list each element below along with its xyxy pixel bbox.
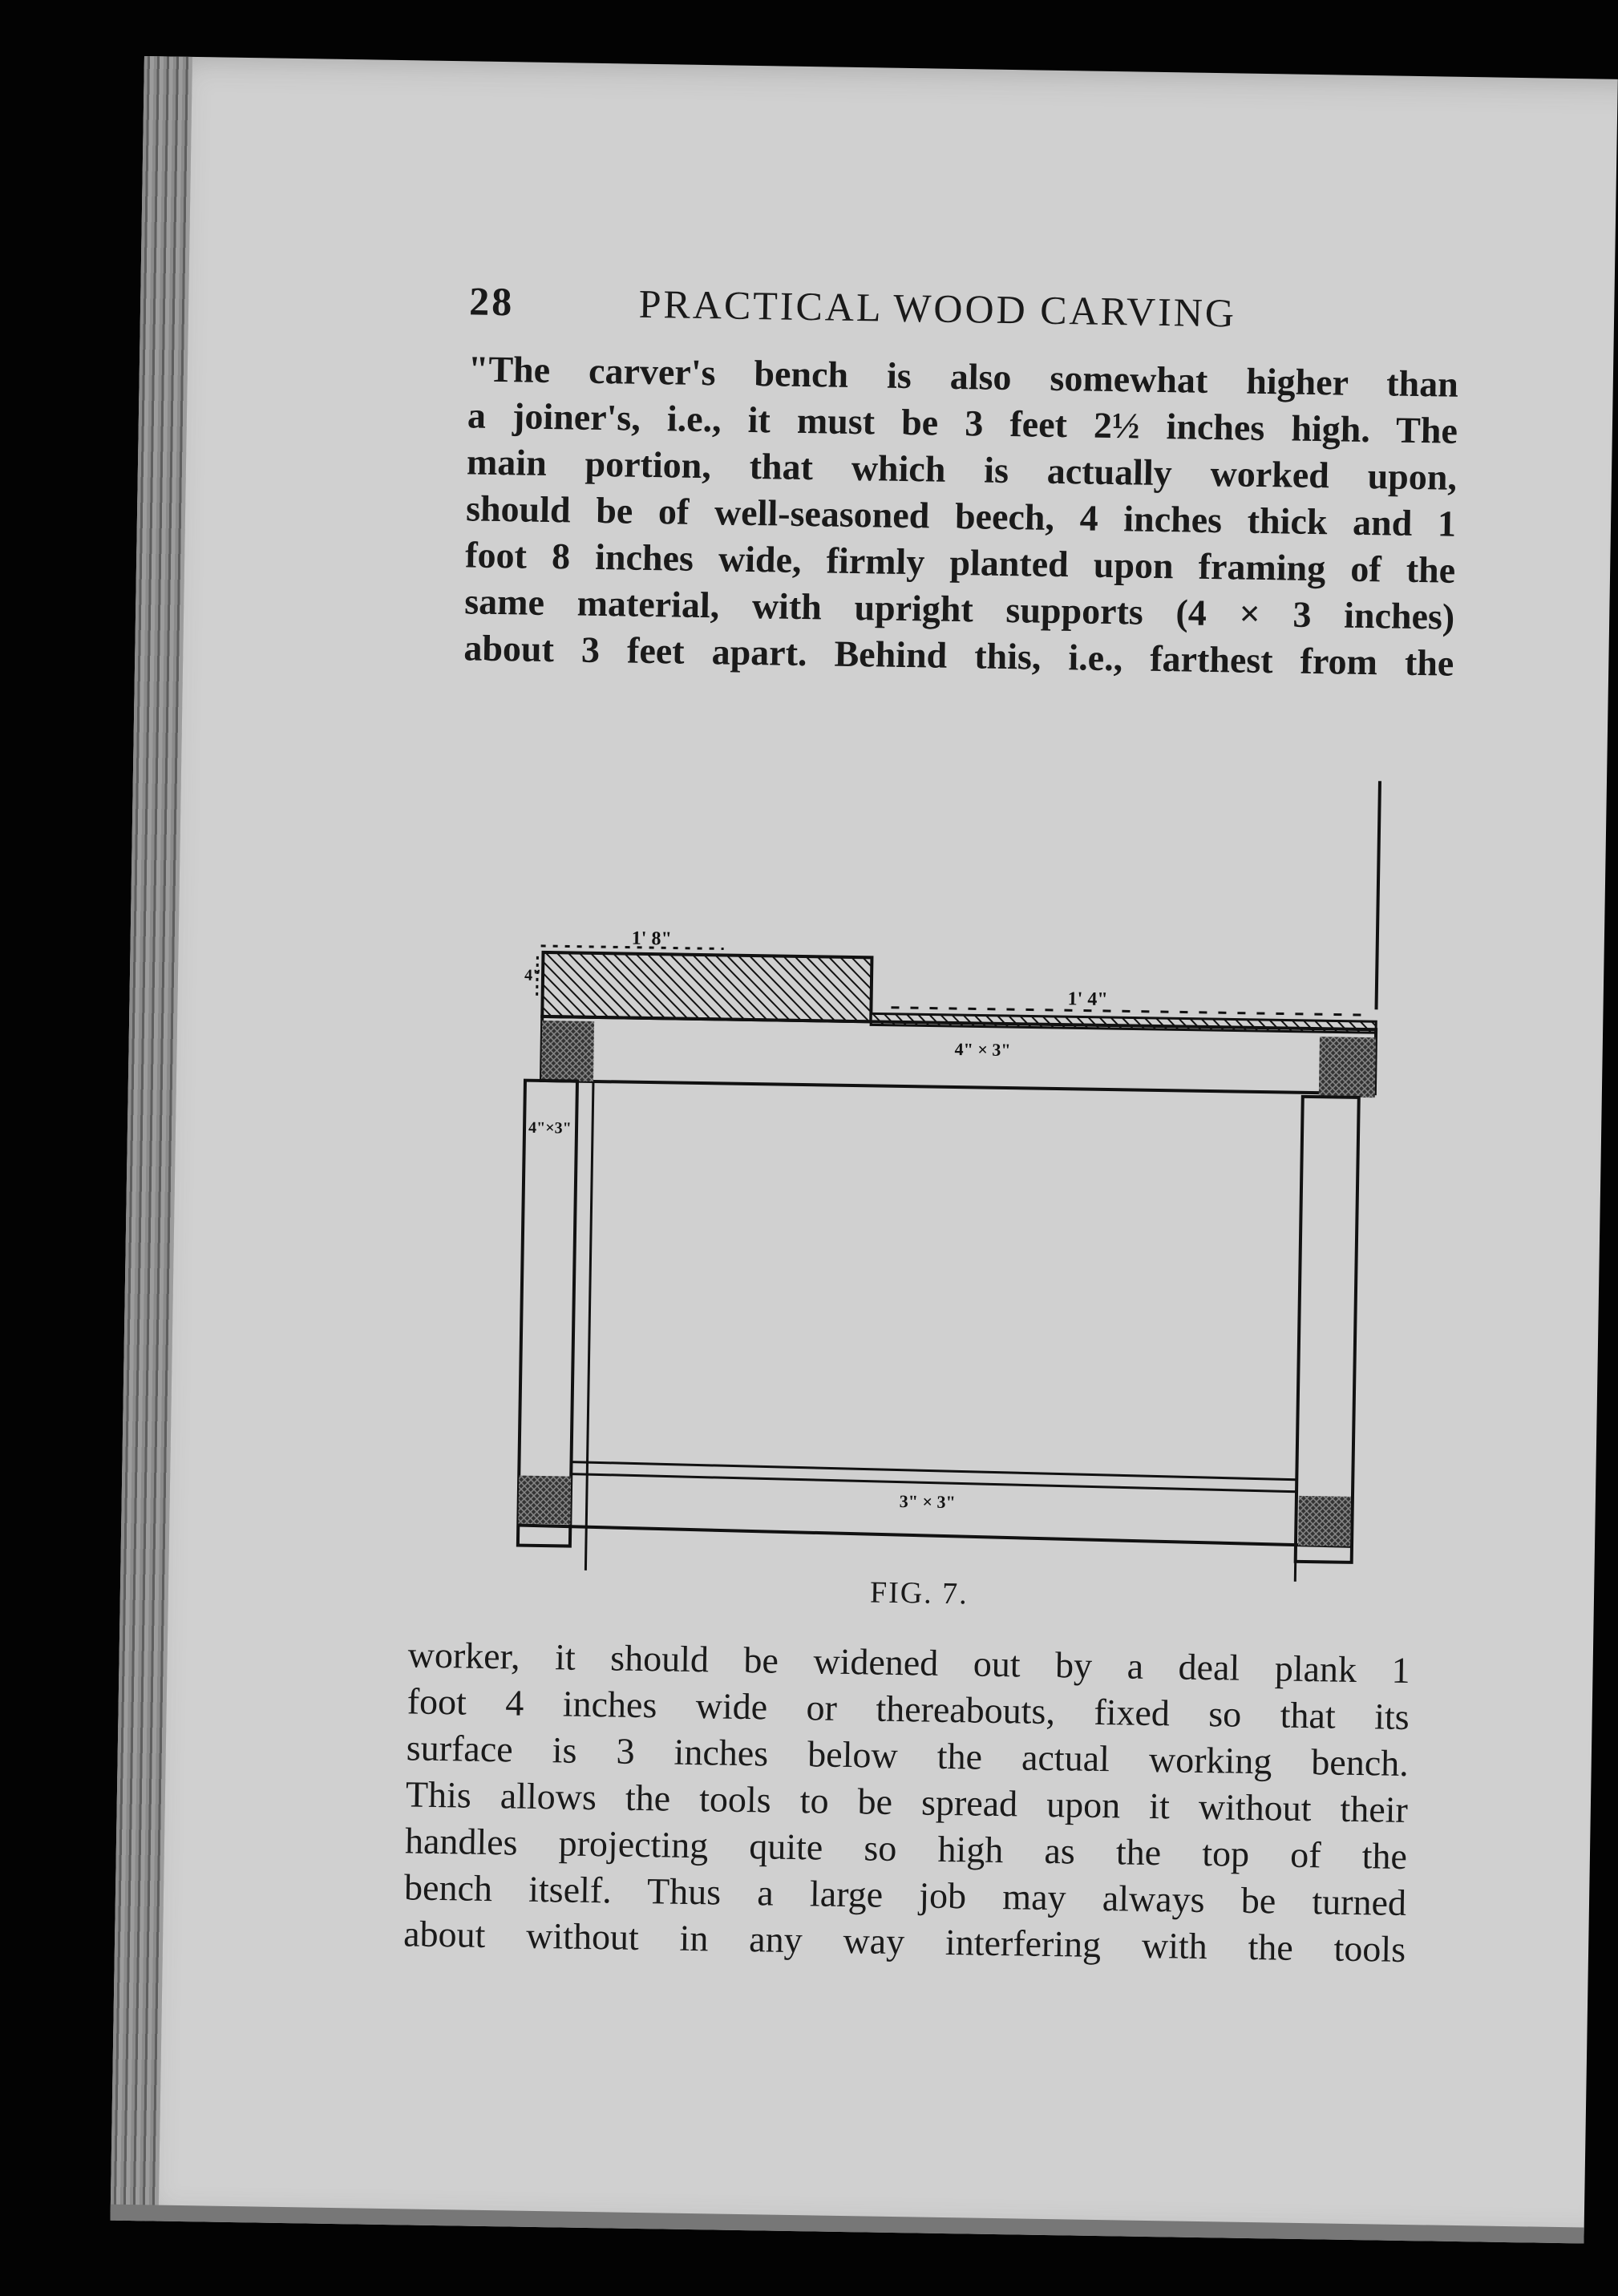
back-board-line <box>1377 767 1381 1009</box>
dim-label-top-width: 1' 8" <box>631 928 672 950</box>
dim-label-top-thickness: 4" <box>524 966 542 984</box>
running-head <box>469 277 1432 339</box>
right-leg <box>1296 1097 1359 1562</box>
text-line: foot 8 inches wide, firmly planted upon framing of the <box>464 534 1456 591</box>
label-top-rail: 4" × 3" <box>954 1039 1011 1061</box>
label-bottom-rail: 3" × 3" <box>899 1491 956 1513</box>
text-line: a joiner's, i.e., it must be 3 feet 2½ inches high. The <box>467 394 1458 451</box>
lower-rail-bottom <box>518 1526 1352 1546</box>
text-line: should be of well-seasoned beech, 4 inches thick and 1 <box>465 487 1457 544</box>
bench-diagram <box>497 767 1392 1583</box>
frame-inner-left <box>585 1081 593 1583</box>
figure-caption: FIG. 7. <box>869 1575 969 1611</box>
text-line: foot 4 inches wide or thereabouts, fixed so that its <box>407 1680 1410 1738</box>
text-line: about without in any way interfering with the tools <box>402 1913 1406 1970</box>
lower-section-right <box>1298 1496 1351 1546</box>
text-line: This allows the tools to be spread upon it without their <box>405 1773 1409 1831</box>
book-page <box>111 56 1618 2244</box>
text-line: "The carver's bench is also somewhat higher than <box>467 348 1459 405</box>
paragraph-2 <box>403 1631 1410 1973</box>
text-line: same material, with upright supports (4 × 3 inches) <box>463 580 1455 637</box>
label-upright: 4"×3" <box>528 1118 572 1138</box>
text-line: surface is 3 inches below the actual working bench. <box>406 1727 1410 1785</box>
paragraph-1 <box>463 346 1458 686</box>
dim-label-plank-width: 1' 4" <box>1067 988 1108 1011</box>
text-line: main portion, that which is actually worked upon, <box>466 441 1458 498</box>
rail-section-left <box>541 1021 594 1081</box>
text-line: about 3 feet apart. Behind this, i.e., farthest from the <box>463 627 1454 684</box>
text-line: worker, it should be widened out by a deal plank 1 <box>407 1634 1410 1692</box>
lower-section-left <box>518 1476 571 1525</box>
page-number: 28 <box>468 278 515 325</box>
book-title: PRACTICAL WOOD CARVING <box>638 281 1237 336</box>
rail-section-right <box>1319 1037 1376 1097</box>
text-line: handles projecting quite so high as the top of the <box>404 1820 1408 1878</box>
bench-top <box>542 952 872 1021</box>
text-line: bench itself. Thus a large job may always be turned <box>403 1866 1407 1924</box>
